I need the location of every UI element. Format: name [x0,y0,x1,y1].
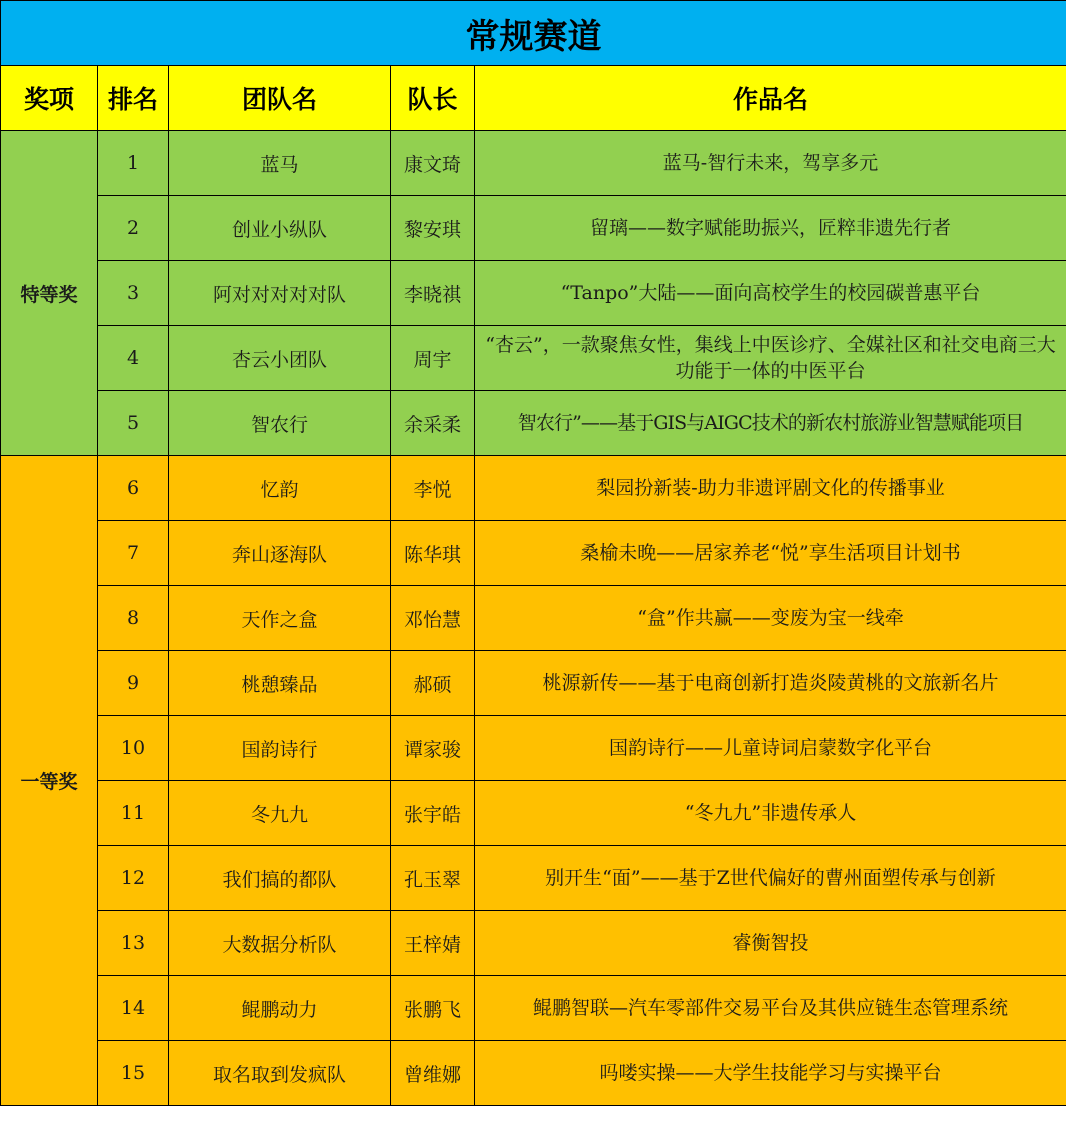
rank-cell: 11 [98,781,169,846]
award-cell: 一等奖 [1,456,98,1106]
rank-cell: 15 [98,1041,169,1106]
table-row [1,326,1066,391]
rank-cell: 14 [98,976,169,1041]
table-row [1,911,1066,976]
table-row [1,391,1066,456]
team-cell: 鲲鹏动力 [169,976,391,1041]
work-cell: 智农行”——基于GIS与AIGC技术的新农村旅游业智慧赋能项目 [475,391,1066,456]
header-team: 团队名 [169,66,391,131]
rank-cell: 6 [98,456,169,521]
leader-cell: 邓怡慧 [391,586,475,651]
work-cell: “冬九九”非遗传承人 [475,781,1066,846]
work-cell: 别开生“面”——基于Z世代偏好的曹州面塑传承与创新 [475,846,1066,911]
table-row [1,196,1066,261]
work-cell: 鲲鹏智联—汽车零部件交易平台及其供应链生态管理系统 [475,976,1066,1041]
table-row [1,261,1066,326]
rank-cell: 7 [98,521,169,586]
work-cell: 桃源新传——基于电商创新打造炎陵黄桃的文旅新名片 [475,651,1066,716]
rank-cell: 12 [98,846,169,911]
work-cell: “杏云”，一款聚焦女性，集线上中医诊疗、全媒社区和社交电商三大功能于一体的中医平台 [475,326,1066,391]
work-cell: 吗喽实操——大学生技能学习与实操平台 [475,1041,1066,1106]
work-cell: 桑榆未晚——居家养老“悦”享生活项目计划书 [475,521,1066,586]
work-cell: “盒”作共赢——变废为宝一线牵 [475,586,1066,651]
leader-cell: 王梓婧 [391,911,475,976]
team-cell: 我们搞的都队 [169,846,391,911]
leader-cell: 郝硕 [391,651,475,716]
work-cell: 梨园扮新装-助力非遗评剧文化的传播事业 [475,456,1066,521]
team-cell: 奔山逐海队 [169,521,391,586]
header-rank: 排名 [98,66,169,131]
table-row [1,846,1066,911]
leader-cell: 康文琦 [391,131,475,196]
table-row [1,781,1066,846]
leader-cell: 李悦 [391,456,475,521]
award-cell: 特等奖 [1,131,98,456]
table-row [1,651,1066,716]
table-row [1,1041,1066,1106]
team-cell: 杏云小团队 [169,326,391,391]
rank-cell: 2 [98,196,169,261]
team-cell: 创业小纵队 [169,196,391,261]
rank-cell: 5 [98,391,169,456]
leader-cell: 谭家骏 [391,716,475,781]
leader-cell: 李晓祺 [391,261,475,326]
work-cell: “Tanpo”大陆——面向高校学生的校园碳普惠平台 [475,261,1066,326]
team-cell: 国韵诗行 [169,716,391,781]
leader-cell: 黎安琪 [391,196,475,261]
leader-cell: 周宇 [391,326,475,391]
header-leader: 队长 [391,66,475,131]
title-row [1,1,1066,66]
rank-cell: 1 [98,131,169,196]
header-work: 作品名 [475,66,1066,131]
table-row [1,976,1066,1041]
rank-cell: 13 [98,911,169,976]
leader-cell: 曾维娜 [391,1041,475,1106]
work-cell: 国韵诗行——儿童诗词启蒙数字化平台 [475,716,1066,781]
rank-cell: 9 [98,651,169,716]
leader-cell: 张宇皓 [391,781,475,846]
team-cell: 大数据分析队 [169,911,391,976]
table-row [1,716,1066,781]
table-row [1,131,1066,196]
leader-cell: 孔玉翠 [391,846,475,911]
leader-cell: 余采柔 [391,391,475,456]
table-row [1,456,1066,521]
header-award: 奖项 [1,66,98,131]
leader-cell: 张鹏飞 [391,976,475,1041]
work-cell: 留璃——数字赋能助振兴，匠粹非遗先行者 [475,196,1066,261]
table-title: 常规赛道 [1,1,1066,66]
rank-cell: 3 [98,261,169,326]
team-cell: 桃憩臻品 [169,651,391,716]
table-row [1,521,1066,586]
leader-cell: 陈华琪 [391,521,475,586]
header-row [1,66,1066,131]
team-cell: 阿对对对对对队 [169,261,391,326]
team-cell: 天作之盒 [169,586,391,651]
rank-cell: 10 [98,716,169,781]
team-cell: 取名取到发疯队 [169,1041,391,1106]
team-cell: 蓝马 [169,131,391,196]
team-cell: 冬九九 [169,781,391,846]
team-cell: 忆韵 [169,456,391,521]
work-cell: 蓝马-智行未来，驾享多元 [475,131,1066,196]
rank-cell: 4 [98,326,169,391]
work-cell: 睿衡智投 [475,911,1066,976]
rank-cell: 8 [98,586,169,651]
team-cell: 智农行 [169,391,391,456]
table-row [1,586,1066,651]
